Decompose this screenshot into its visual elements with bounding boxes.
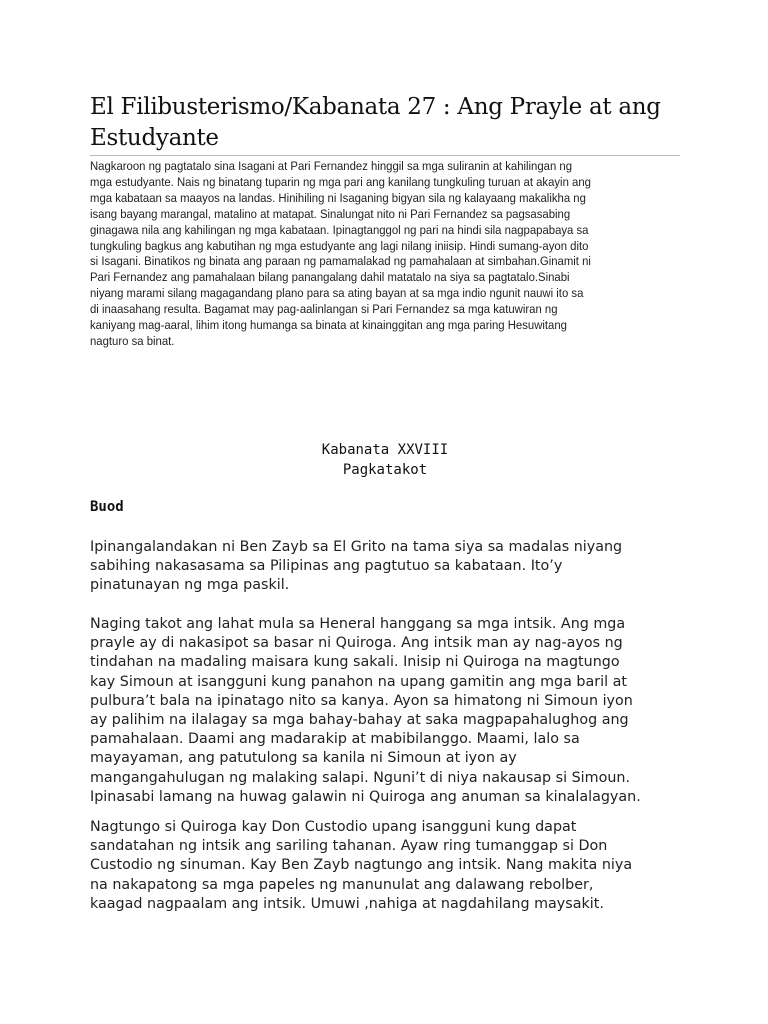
chapter-heading	[90, 440, 680, 480]
summary-paragraph: Naging takot ang lahat mula sa Heneral hanggang sa mga intsik. Ang mga prayle ay di nakasipot sa basar ni Quiroga. Ang intsik man ay nag-ayos ng tindahan na madaling maisara kung sakali. Inisip ni Quiroga na magtungo kay Simoun at isangguni kung panahon na upang gamitin ang mga baril at pulbura’t bala na ipinatago nito sa kanya. Ayon sa himatong ni Simoun iyon ay palihim na ilalagay sa mga bahay-bahay at saka magpapahalughog ang pamahalaan. Daami ang madarakip at mabibilanggo. Maami, lalo sa mayayaman, ang patutulong sa kanila ni Simoun at iyon ay mangangahulugan ng malaking salapi. Nguni’t di niya nakausap si Simoun. Ipinasabi lamang na huwag galawin ni Quiroga ang anuman sa kinalalagyan.	[90, 616, 641, 805]
document-page	[90, 92, 680, 912]
page-title: El Filibusterismo/Kabanata 27 : Ang Prayle at ang Estudyante	[90, 92, 680, 156]
summary-paragraph: Nagtungo si Quiroga kay Don Custodio upang isangguni kung dapat sandatahan ng intsik ang sariling tahanan. Ayaw ring tumanggap si Don Custodio ng sinuman. Kay Ben Zayb nagtungo ang intsik. Nang makita niya na nakapatong sa mga papeles ng manunulat ang dalawang rebolber, kaagad nagpaalam ang intsik. Umuwi ,nahiga at nagdahilang maysakit.	[90, 819, 633, 912]
summary-heading: Buod	[90, 499, 124, 515]
chapter-27-summary: Nagkaroon ng pagtatalo sina Isagani at Pari Fernandez hinggil sa mga suliranin at kahilingan ng mga estudyante. Nais ng binatang tuparin ng mga pari ang kanilang tungkuling turuan at akayin ang mga kabataan sa maayos na landas. Hinihiling ni Isaganing bigyan sila ng kalayaang makalikha ng isang bayang marangal, matalino at matapat. Sinalungat nito ni Pari Fernandez sa pagsasabing ginagawa nila ang kahilingan ng mga kabataan. Ipinagtanggol ng pari na hindi sila nagpapabaya sa tungkuling bagkus ang kabutihan ng mga estudyante ang lagi nilang iniisip. Hindi sumang-ayon dito si Isagani. Binatikos ng binata ang paraan ng pamamalakad ng pamahalaan at simbahan.Ginamit ni Pari Fernandez ang pamahalaan bilang panangalang dahil matatalo na siya sa pagtatalo.Sinabi niyang marami silang magagandang plano para sa ating bayan at sa mga indio ngunit nauwi ito sa di inaasahang resulta. Bagamat may pag-aalinlangan si Pari Fernandez sa mga katuwiran ng kaniyang mag-aaral, lihim itong humanga sa binata at kinainggitan ang mga paring Hesuwitang nagturo sa binat.	[90, 159, 591, 348]
chapter-number: Kabanata XXVIII	[321, 442, 449, 458]
chapter-title: Pagkatakot	[342, 462, 428, 478]
summary-paragraph: Ipinangalandakan ni Ben Zayb sa El Grito na tama siya sa madalas niyang sabihing nakasasama sa Pilipinas ang pagtutuo sa kabataan. Ito’y pinatunayan ng mga paskil.	[90, 539, 623, 594]
